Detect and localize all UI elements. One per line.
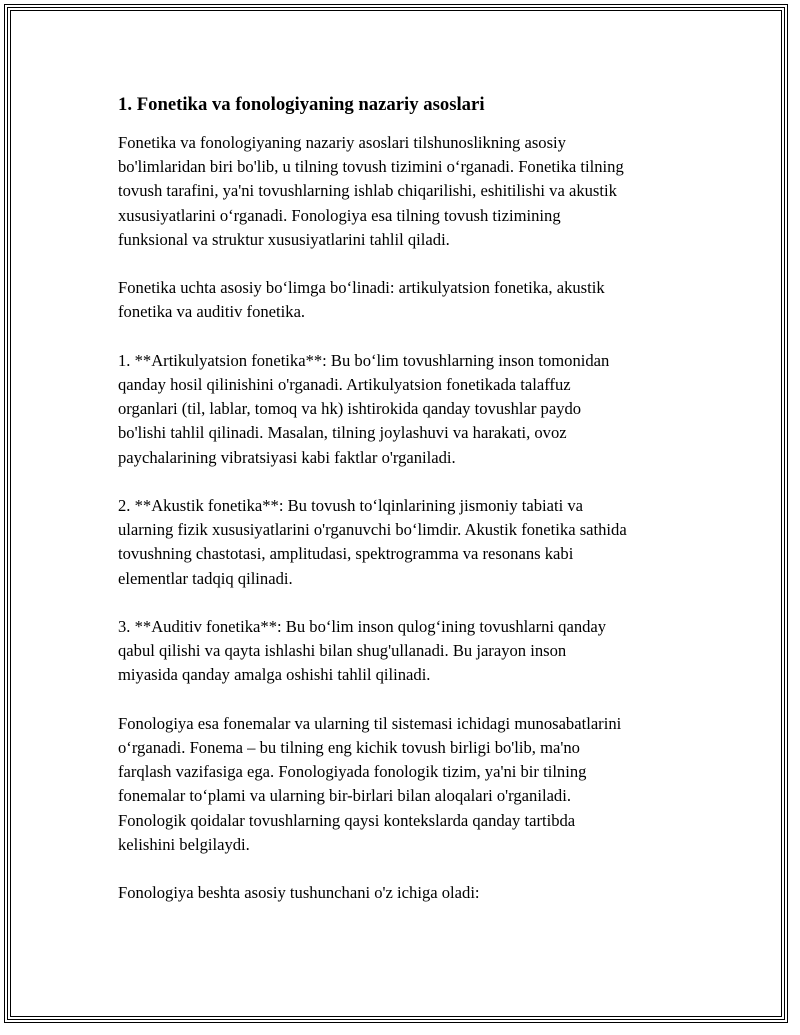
document-body — [118, 93, 698, 930]
text-line: Fonetika uchta asosiy bo‘limga bo‘linadi: artikulyatsion fonetika, akustik — [118, 278, 605, 298]
paragraph-divisions — [118, 276, 698, 324]
text-line: elementlar tadqiq qilinadi. — [118, 568, 293, 588]
text-line: qanday hosil qilinishini o'rganadi. Artikulyatsion fonetikada talaffuz — [118, 375, 571, 394]
text-line: tovush tarafini, ya'ni tovushlarning ishlab chiqarilishi, eshitilishi va akustik — [118, 181, 617, 201]
text-line: miyasida qanday amalga oshishi tahlil qilinadi. — [118, 665, 431, 685]
paragraph-auditory — [118, 615, 698, 688]
paragraph-acoustic — [118, 494, 698, 591]
paragraph-intro — [118, 131, 698, 252]
text-line: xususiyatlarini o‘rganadi. Fonologiya esa tilning tovush tizimining — [118, 205, 561, 225]
text-line: qabul qilishi va qayta ishlashi bilan shug'ullanadi. Bu jarayon inson — [118, 641, 567, 661]
text-line: funksional va struktur xususiyatlarini tahlil qiladi. — [118, 229, 450, 249]
text-line: Fonologik qoidalar tovushlarning qaysi kontekslarda qanday tartibda — [118, 810, 576, 830]
paragraph-phonology — [118, 712, 698, 857]
text-line: bo'limlaridan biri bo'lib, u tilning tovush tizimini o‘rganadi. Fonetika tilning — [118, 157, 624, 177]
section-heading: 1. Fonetika va fonologiyaning nazariy asoslari — [118, 94, 485, 115]
text-line: Fonologiya beshta asosiy tushunchani o'z ichiga oladi: — [118, 883, 480, 903]
text-line: Fonologiya esa fonemalar va ularning til sistemasi ichidagi munosabatlarini — [118, 713, 622, 733]
text-line: o‘rganadi. Fonema – bu tilning eng kichik tovush birligi bo'lib, ma'no — [118, 738, 580, 757]
text-line: 1. **Artikulyatsion fonetika**: Bu bo‘lim tovushlarning inson tomonidan — [118, 350, 610, 370]
text-line: paychalarining vibratsiyasi kabi faktlar o'rganiladi. — [118, 447, 456, 467]
text-line: ularning fizik xususiyatlarini o'rganuvchi bo‘limdir. Akustik fonetika sathida — [118, 520, 627, 540]
text-line: kelishini belgilaydi. — [118, 834, 250, 854]
text-line: bo'lishi tahlil qilinadi. Masalan, tilning joylashuvi va harakati, ovoz — [118, 423, 567, 443]
text-line: 2. **Akustik fonetika**: Bu tovush to‘lqinlarining jismoniy tabiati va — [118, 496, 584, 515]
text-line: fonetika va auditiv fonetika. — [118, 302, 306, 322]
paragraph-concepts — [118, 881, 698, 905]
paragraph-articulatory — [118, 349, 698, 470]
text-line: farqlash vazifasiga ega. Fonologiyada fonologik tizim, ya'ni bir tilning — [118, 762, 587, 782]
text-line: organlari (til, lablar, tomoq va hk) ishtirokida qanday tovushlar paydo — [118, 399, 582, 419]
text-line: fonemalar to‘plami va ularning bir-birlari bilan aloqalari o'rganiladi. — [118, 786, 571, 806]
text-line: tovushning chastotasi, amplitudasi, spektrogramma va resonans kabi — [118, 544, 574, 564]
text-line: 3. **Auditiv fonetika**: Bu bo‘lim inson qulog‘ining tovushlarni qanday — [118, 617, 607, 636]
text-line: Fonetika va fonologiyaning nazariy asoslari tilshunoslikning asosiy — [118, 133, 566, 152]
